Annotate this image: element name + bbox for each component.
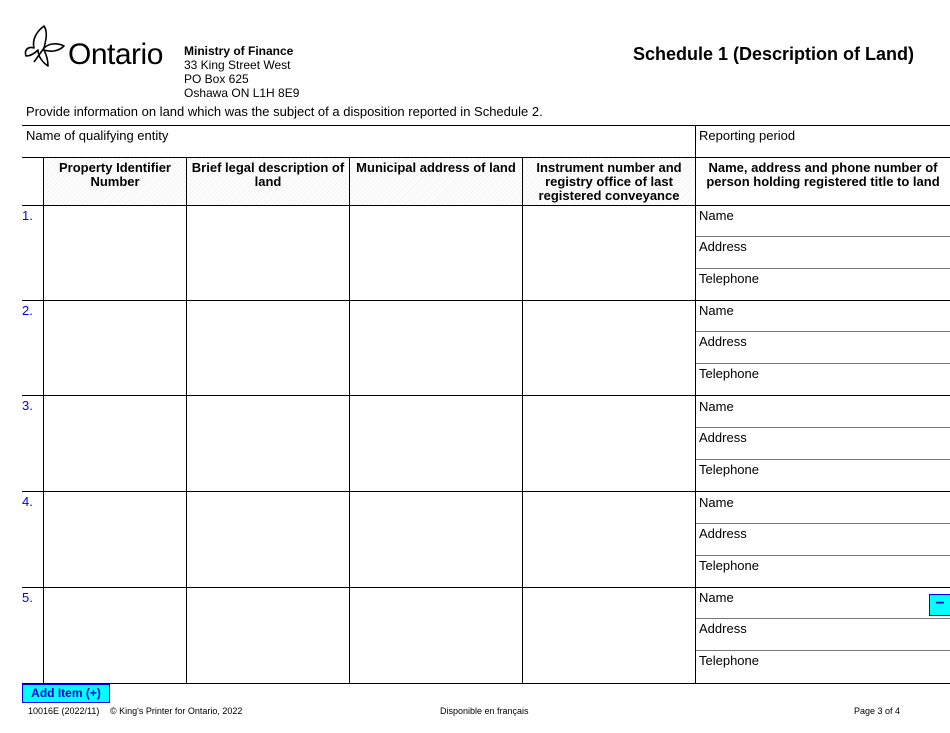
municipal-address-input[interactable]	[350, 588, 522, 683]
instrument-number-input[interactable]	[523, 492, 695, 587]
contact-divider	[696, 459, 950, 460]
legal-description-input[interactable]	[187, 492, 349, 587]
holder-telephone-input[interactable]	[764, 461, 948, 489]
pin-input[interactable]	[44, 396, 186, 491]
holder-telephone-label: Telephone	[699, 653, 759, 668]
instrument-number-input[interactable]	[523, 206, 695, 300]
contact-divider	[696, 555, 950, 556]
contact-divider	[696, 363, 950, 364]
holder-address-input[interactable]	[750, 620, 948, 648]
municipal-address-input[interactable]	[350, 206, 522, 300]
intro-text: Provide information on land which was the subject of a disposition reported in Schedule 2.	[26, 104, 543, 119]
pin-input[interactable]	[44, 206, 186, 300]
column-header-legal-description: Brief legal description of land	[191, 160, 345, 189]
instrument-number-input[interactable]	[523, 301, 695, 395]
row-number: 3.	[22, 398, 33, 413]
municipal-address-input[interactable]	[350, 396, 522, 491]
holder-name-label: Name	[699, 399, 734, 414]
pin-input[interactable]	[44, 301, 186, 395]
holder-address-label: Address	[699, 430, 747, 445]
holder-telephone-input[interactable]	[764, 365, 948, 393]
address-line-3: Oshawa ON L1H 8E9	[184, 86, 300, 100]
holder-name-label: Name	[699, 208, 734, 223]
holder-address-label: Address	[699, 621, 747, 636]
ontario-wordmark: Ontario	[68, 38, 163, 71]
copyright-notice: © King's Printer for Ontario, 2022	[110, 706, 243, 716]
holder-name-input[interactable]	[738, 207, 948, 235]
ministry-name: Ministry of Finance	[184, 44, 294, 58]
pin-input[interactable]	[44, 588, 186, 683]
holder-address-input[interactable]	[750, 333, 948, 361]
form-number: 10016E (2022/11)	[28, 706, 100, 716]
contact-divider	[696, 236, 950, 237]
form-top-rule	[22, 125, 950, 126]
address-line-2: PO Box 625	[184, 72, 249, 86]
holder-address-label: Address	[699, 239, 747, 254]
legal-description-input[interactable]	[187, 301, 349, 395]
table-bottom-rule	[22, 683, 950, 684]
municipal-address-input[interactable]	[350, 492, 522, 587]
column-header-title-holder: Name, address and phone number of person holding registered title to land	[706, 160, 940, 189]
row-number: 5.	[22, 590, 33, 605]
contact-divider	[696, 427, 950, 428]
ontario-trillium-logo-icon	[22, 22, 68, 70]
qualifying-entity-input[interactable]	[26, 143, 691, 155]
instrument-number-input[interactable]	[523, 396, 695, 491]
column-header-municipal-address: Municipal address of land	[356, 160, 516, 175]
legal-description-input[interactable]	[187, 396, 349, 491]
row-number: 4.	[22, 494, 33, 509]
column-header-pin: Property Identifier Number	[59, 160, 171, 189]
french-availability: Disponible en français	[440, 706, 529, 716]
holder-address-input[interactable]	[750, 238, 948, 266]
holder-name-input[interactable]	[738, 302, 948, 330]
holder-address-label: Address	[699, 334, 747, 349]
holder-name-input[interactable]	[738, 589, 926, 617]
holder-telephone-label: Telephone	[699, 462, 759, 477]
holder-address-label: Address	[699, 526, 747, 541]
contact-divider	[696, 331, 950, 332]
holder-column-divider	[695, 125, 696, 683]
holder-telephone-label: Telephone	[699, 366, 759, 381]
reporting-period-label: Reporting period	[699, 128, 796, 143]
qualifying-entity-label: Name of qualifying entity	[26, 128, 169, 143]
add-item-button[interactable]: Add Item (+)	[22, 684, 110, 703]
remove-item-button[interactable]: −	[929, 594, 950, 616]
address-line-1: 33 King Street West	[184, 58, 291, 72]
holder-telephone-label: Telephone	[699, 558, 759, 573]
reporting-period-input[interactable]	[699, 143, 947, 155]
holder-name-label: Name	[699, 303, 734, 318]
holder-name-input[interactable]	[738, 397, 948, 425]
holder-address-input[interactable]	[750, 429, 948, 457]
row-number: 1.	[22, 208, 33, 223]
contact-divider	[696, 618, 950, 619]
legal-description-input[interactable]	[187, 206, 349, 300]
holder-telephone-input[interactable]	[764, 270, 948, 298]
contact-divider	[696, 523, 950, 524]
ministry-address	[184, 44, 299, 100]
row-number: 2.	[22, 303, 33, 318]
holder-name-label: Name	[699, 590, 734, 605]
page-title: Schedule 1 (Description of Land)	[632, 44, 914, 64]
legal-description-input[interactable]	[187, 588, 349, 683]
holder-name-label: Name	[699, 495, 734, 510]
holder-telephone-input[interactable]	[764, 557, 948, 585]
holder-telephone-input[interactable]	[764, 652, 948, 680]
page-number: Page 3 of 4	[853, 706, 900, 716]
contact-divider	[696, 650, 950, 651]
pin-input[interactable]	[44, 492, 186, 587]
instrument-number-input[interactable]	[523, 588, 695, 683]
holder-telephone-label: Telephone	[699, 271, 759, 286]
contact-divider	[696, 268, 950, 269]
column-header-instrument-number: Instrument number and registry office of last registered conveyance	[536, 160, 682, 203]
holder-name-input[interactable]	[738, 493, 948, 521]
holder-address-input[interactable]	[750, 525, 948, 553]
municipal-address-input[interactable]	[350, 301, 522, 395]
